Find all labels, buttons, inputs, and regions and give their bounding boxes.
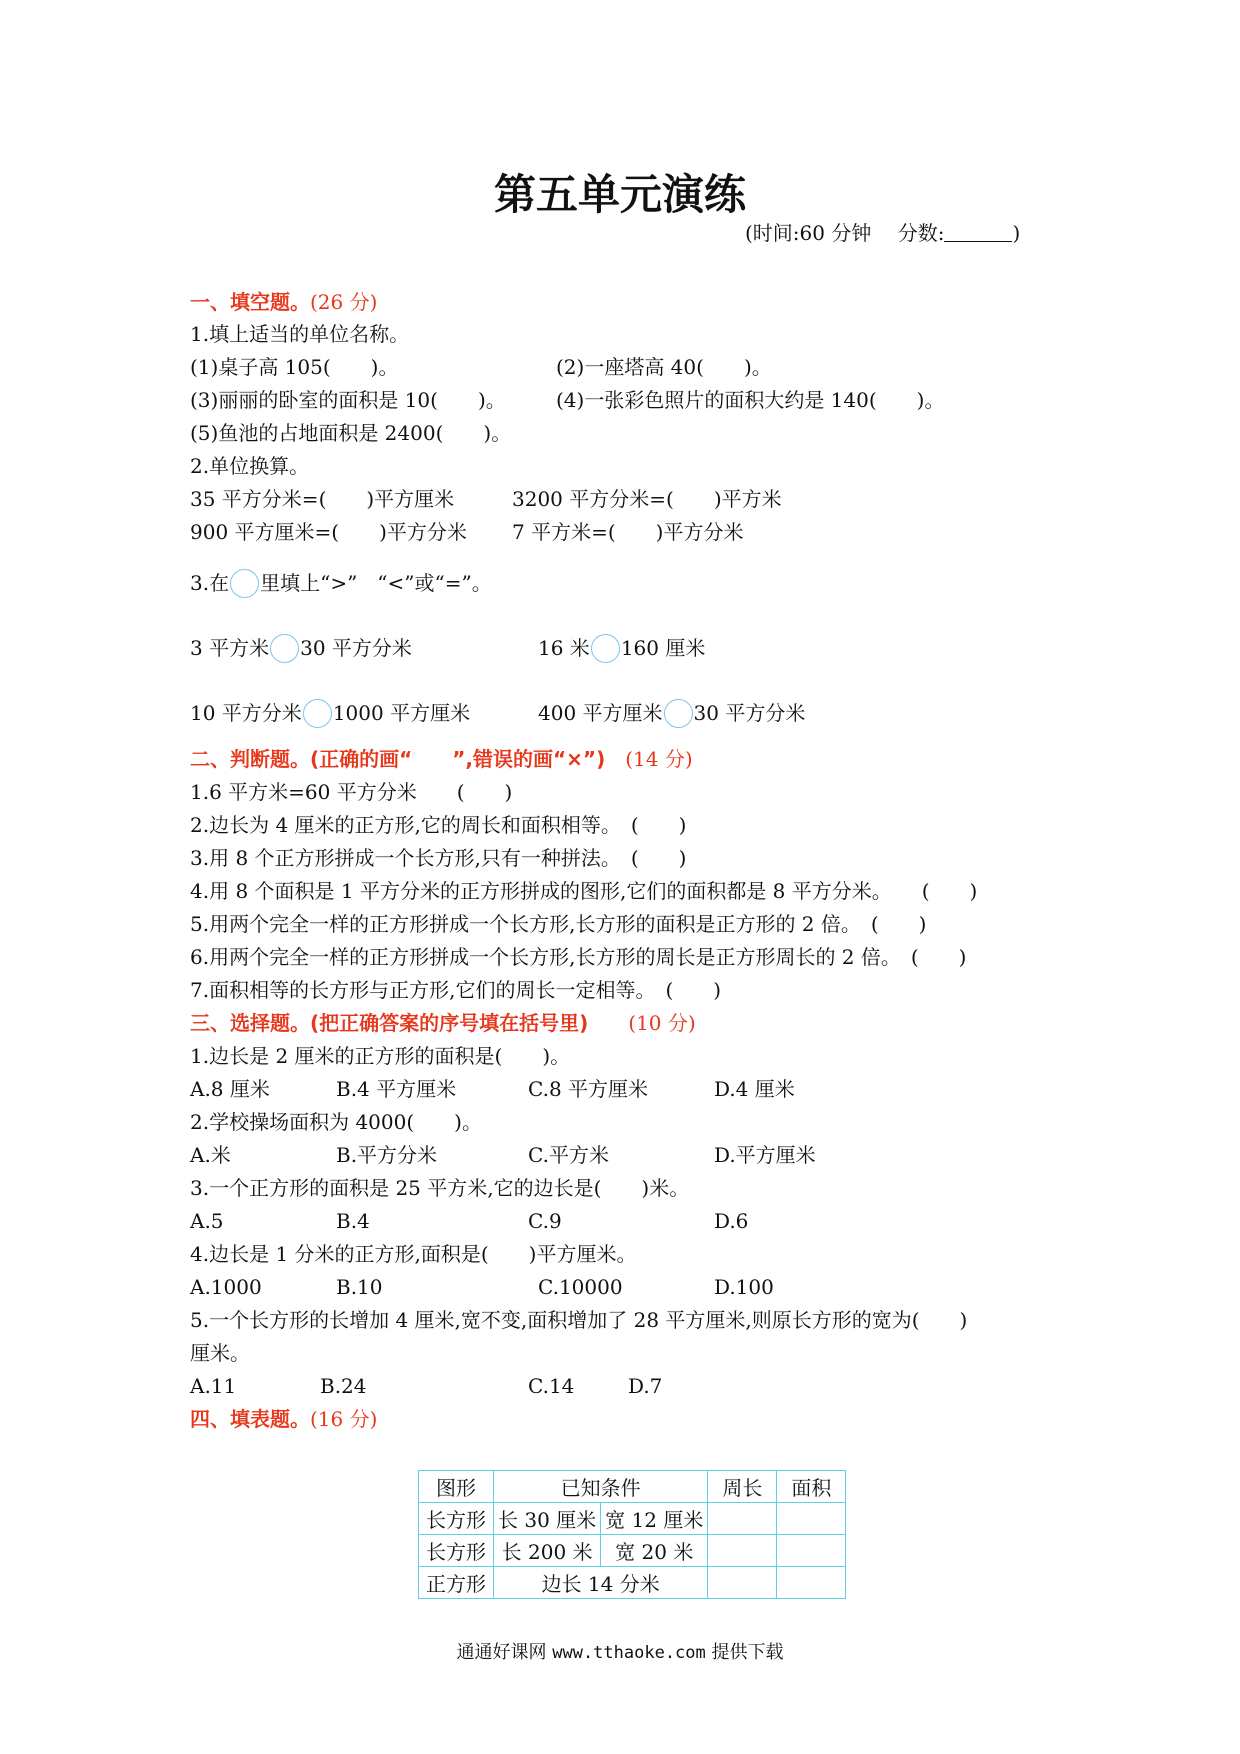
section-1-title: 一、填空题。: [190, 290, 310, 314]
s2-item: 4.用 8 个面积是 1 平方分米的正方形拼成的图形,它们的面积都是 8 平方分米。 ( ): [190, 879, 978, 903]
footer-url[interactable]: www.tthaoke.com: [552, 1643, 706, 1663]
s1-q1-3: (3)丽丽的卧室的面积是 10( )。: [190, 388, 506, 412]
answer-cell[interactable]: [708, 1503, 777, 1535]
page-title: 第五单元演练: [493, 170, 746, 219]
s1-q1-2: (2)一座塔高 40( )。: [556, 355, 772, 379]
s3-q5-cont: 厘米。: [190, 1341, 250, 1365]
s1-q2-1: 35 平方分米=( )平方厘米: [190, 487, 455, 511]
s3-q3: 3.一个正方形的面积是 25 平方米,它的边长是( )米。: [190, 1176, 690, 1200]
footer: [0, 1638, 1240, 1664]
section-3-heading: [190, 1010, 696, 1036]
s1-q2-3: 900 平方厘米=( )平方分米: [190, 520, 467, 544]
compare-right: 160 厘米: [620, 636, 706, 660]
section-4-points: (16 分): [310, 1407, 378, 1431]
s3-q4: 4.边长是 1 分米的正方形,面积是( )平方厘米。: [190, 1242, 637, 1266]
option: C.10000: [538, 1275, 623, 1299]
s2-item: 6.用两个完全一样的正方形拼成一个长方形,长方形的周长是正方形周长的 2 倍。 ( ): [190, 945, 967, 969]
s3-q1: 1.边长是 2 厘米的正方形的面积是( )。: [190, 1044, 571, 1068]
option: A.米: [190, 1143, 231, 1167]
table-cell: 宽 20 米: [601, 1535, 708, 1567]
table-row: [419, 1567, 846, 1599]
table-row: [419, 1535, 846, 1567]
option: A.1000: [190, 1275, 262, 1299]
table-header: 图形: [419, 1471, 494, 1503]
section-2-points: (14 分): [625, 747, 693, 771]
table-cell: 长 30 厘米: [494, 1503, 601, 1535]
footer-site-name: 通通好课网: [456, 1642, 547, 1663]
option: D.6: [714, 1209, 749, 1233]
table-cell: 正方形: [419, 1567, 494, 1599]
s1-q1-1: (1)桌子高 105( )。: [190, 355, 399, 379]
compare-left: 3 平方米: [190, 636, 270, 660]
option: C.8 平方厘米: [528, 1077, 649, 1101]
section-3-title: 三、选择题。(把正确答案的序号填在括号里): [190, 1011, 589, 1035]
option: B.平方分米: [336, 1143, 438, 1167]
answer-cell[interactable]: [708, 1567, 777, 1599]
option: D.7: [628, 1374, 663, 1398]
section-1-heading: [190, 289, 377, 315]
section-3-points: (10 分): [628, 1011, 696, 1035]
compare-left: 16 米: [538, 636, 590, 660]
section-4-heading: [190, 1406, 377, 1432]
option: A.5: [190, 1209, 224, 1233]
table-row: [419, 1503, 846, 1535]
compare-left: 400 平方厘米: [538, 701, 663, 725]
answer-cell[interactable]: [777, 1535, 846, 1567]
compare-circle-icon[interactable]: [270, 634, 299, 663]
compare-row-2a: [190, 699, 470, 728]
compare-circle-icon: [230, 569, 259, 598]
s2-item: 7.面积相等的长方形与正方形,它们的周长一定相等。 ( ): [190, 978, 722, 1002]
compare-circle-icon[interactable]: [664, 699, 693, 728]
table-header: 面积: [777, 1471, 846, 1503]
option: D.平方厘米: [714, 1143, 816, 1167]
option: C.9: [528, 1209, 562, 1233]
compare-row-1b: [538, 634, 705, 663]
s1-q3: [190, 569, 492, 598]
section-2-heading: [190, 746, 693, 772]
table-header: 周长: [708, 1471, 777, 1503]
option: A.8 厘米: [190, 1077, 270, 1101]
time-label: (时间:60 分钟: [745, 221, 872, 245]
s1-q1: 1.填上适当的单位名称。: [190, 322, 410, 346]
table-cell: 长方形: [419, 1535, 494, 1567]
option: D.4 厘米: [714, 1077, 795, 1101]
answer-cell[interactable]: [777, 1567, 846, 1599]
option: B.24: [320, 1374, 367, 1398]
s3-q2: 2.学校操场面积为 4000( )。: [190, 1110, 482, 1134]
table-header-row: [419, 1471, 846, 1503]
s2-item: 1.6 平方米=60 平方分米 ( ): [190, 780, 513, 804]
compare-circle-icon[interactable]: [303, 699, 332, 728]
table-cell: 长方形: [419, 1503, 494, 1535]
compare-right: 30 平方分米: [693, 701, 806, 725]
s2-item: 2.边长为 4 厘米的正方形,它的周长和面积相等。 ( ): [190, 813, 687, 837]
compare-right: 1000 平方厘米: [332, 701, 471, 725]
compare-left: 10 平方分米: [190, 701, 302, 725]
compare-row-2b: [538, 699, 805, 728]
score-blank: [944, 223, 1012, 242]
compare-right: 30 平方分米: [300, 636, 412, 660]
s3-q5: 5.一个长方形的长增加 4 厘米,宽不变,面积增加了 28 平方厘米,则原长方形的宽为( ): [190, 1308, 968, 1332]
compare-row-1a: [190, 634, 412, 663]
footer-download: 提供下载: [711, 1642, 784, 1663]
option: A.11: [190, 1374, 237, 1398]
compare-circle-icon[interactable]: [591, 634, 620, 663]
s1-q2-2: 3200 平方分米=( )平方米: [512, 487, 782, 511]
time-score-line: [745, 220, 1020, 246]
table-cell: 边长 14 分米: [494, 1567, 708, 1599]
option: C.14: [528, 1374, 575, 1398]
option: C.平方米: [528, 1143, 609, 1167]
s1-q1-5: (5)鱼池的占地面积是 2400( )。: [190, 421, 512, 445]
section-4-title: 四、填表题。: [190, 1407, 310, 1431]
answer-cell[interactable]: [708, 1535, 777, 1567]
option: D.100: [714, 1275, 774, 1299]
s1-q3-pre: 3.在: [190, 571, 230, 595]
fill-table: [418, 1470, 846, 1599]
section-1-points: (26 分): [310, 290, 378, 314]
s1-q3-post: 里填上“>” “<”或“=”。: [260, 571, 492, 595]
s1-q2: 2.单位换算。: [190, 454, 310, 478]
close-paren: ): [1012, 221, 1021, 245]
answer-cell[interactable]: [777, 1503, 846, 1535]
s2-item: 5.用两个完全一样的正方形拼成一个长方形,长方形的面积是正方形的 2 倍。 ( ): [190, 912, 927, 936]
table-cell: 长 200 米: [494, 1535, 601, 1567]
option: B.4 平方厘米: [336, 1077, 457, 1101]
option: B.10: [336, 1275, 383, 1299]
s1-q1-4: (4)一张彩色照片的面积大约是 140( )。: [556, 388, 945, 412]
table-header: 已知条件: [494, 1471, 708, 1503]
option: B.4: [336, 1209, 370, 1233]
score-label: 分数:: [897, 221, 945, 245]
s1-q2-4: 7 平方米=( )平方分米: [512, 520, 744, 544]
s2-item: 3.用 8 个正方形拼成一个长方形,只有一种拼法。 ( ): [190, 846, 687, 870]
section-2-title: 二、判断题。(正确的画“ ”,错误的画“×”): [190, 747, 606, 771]
table-cell: 宽 12 厘米: [601, 1503, 708, 1535]
